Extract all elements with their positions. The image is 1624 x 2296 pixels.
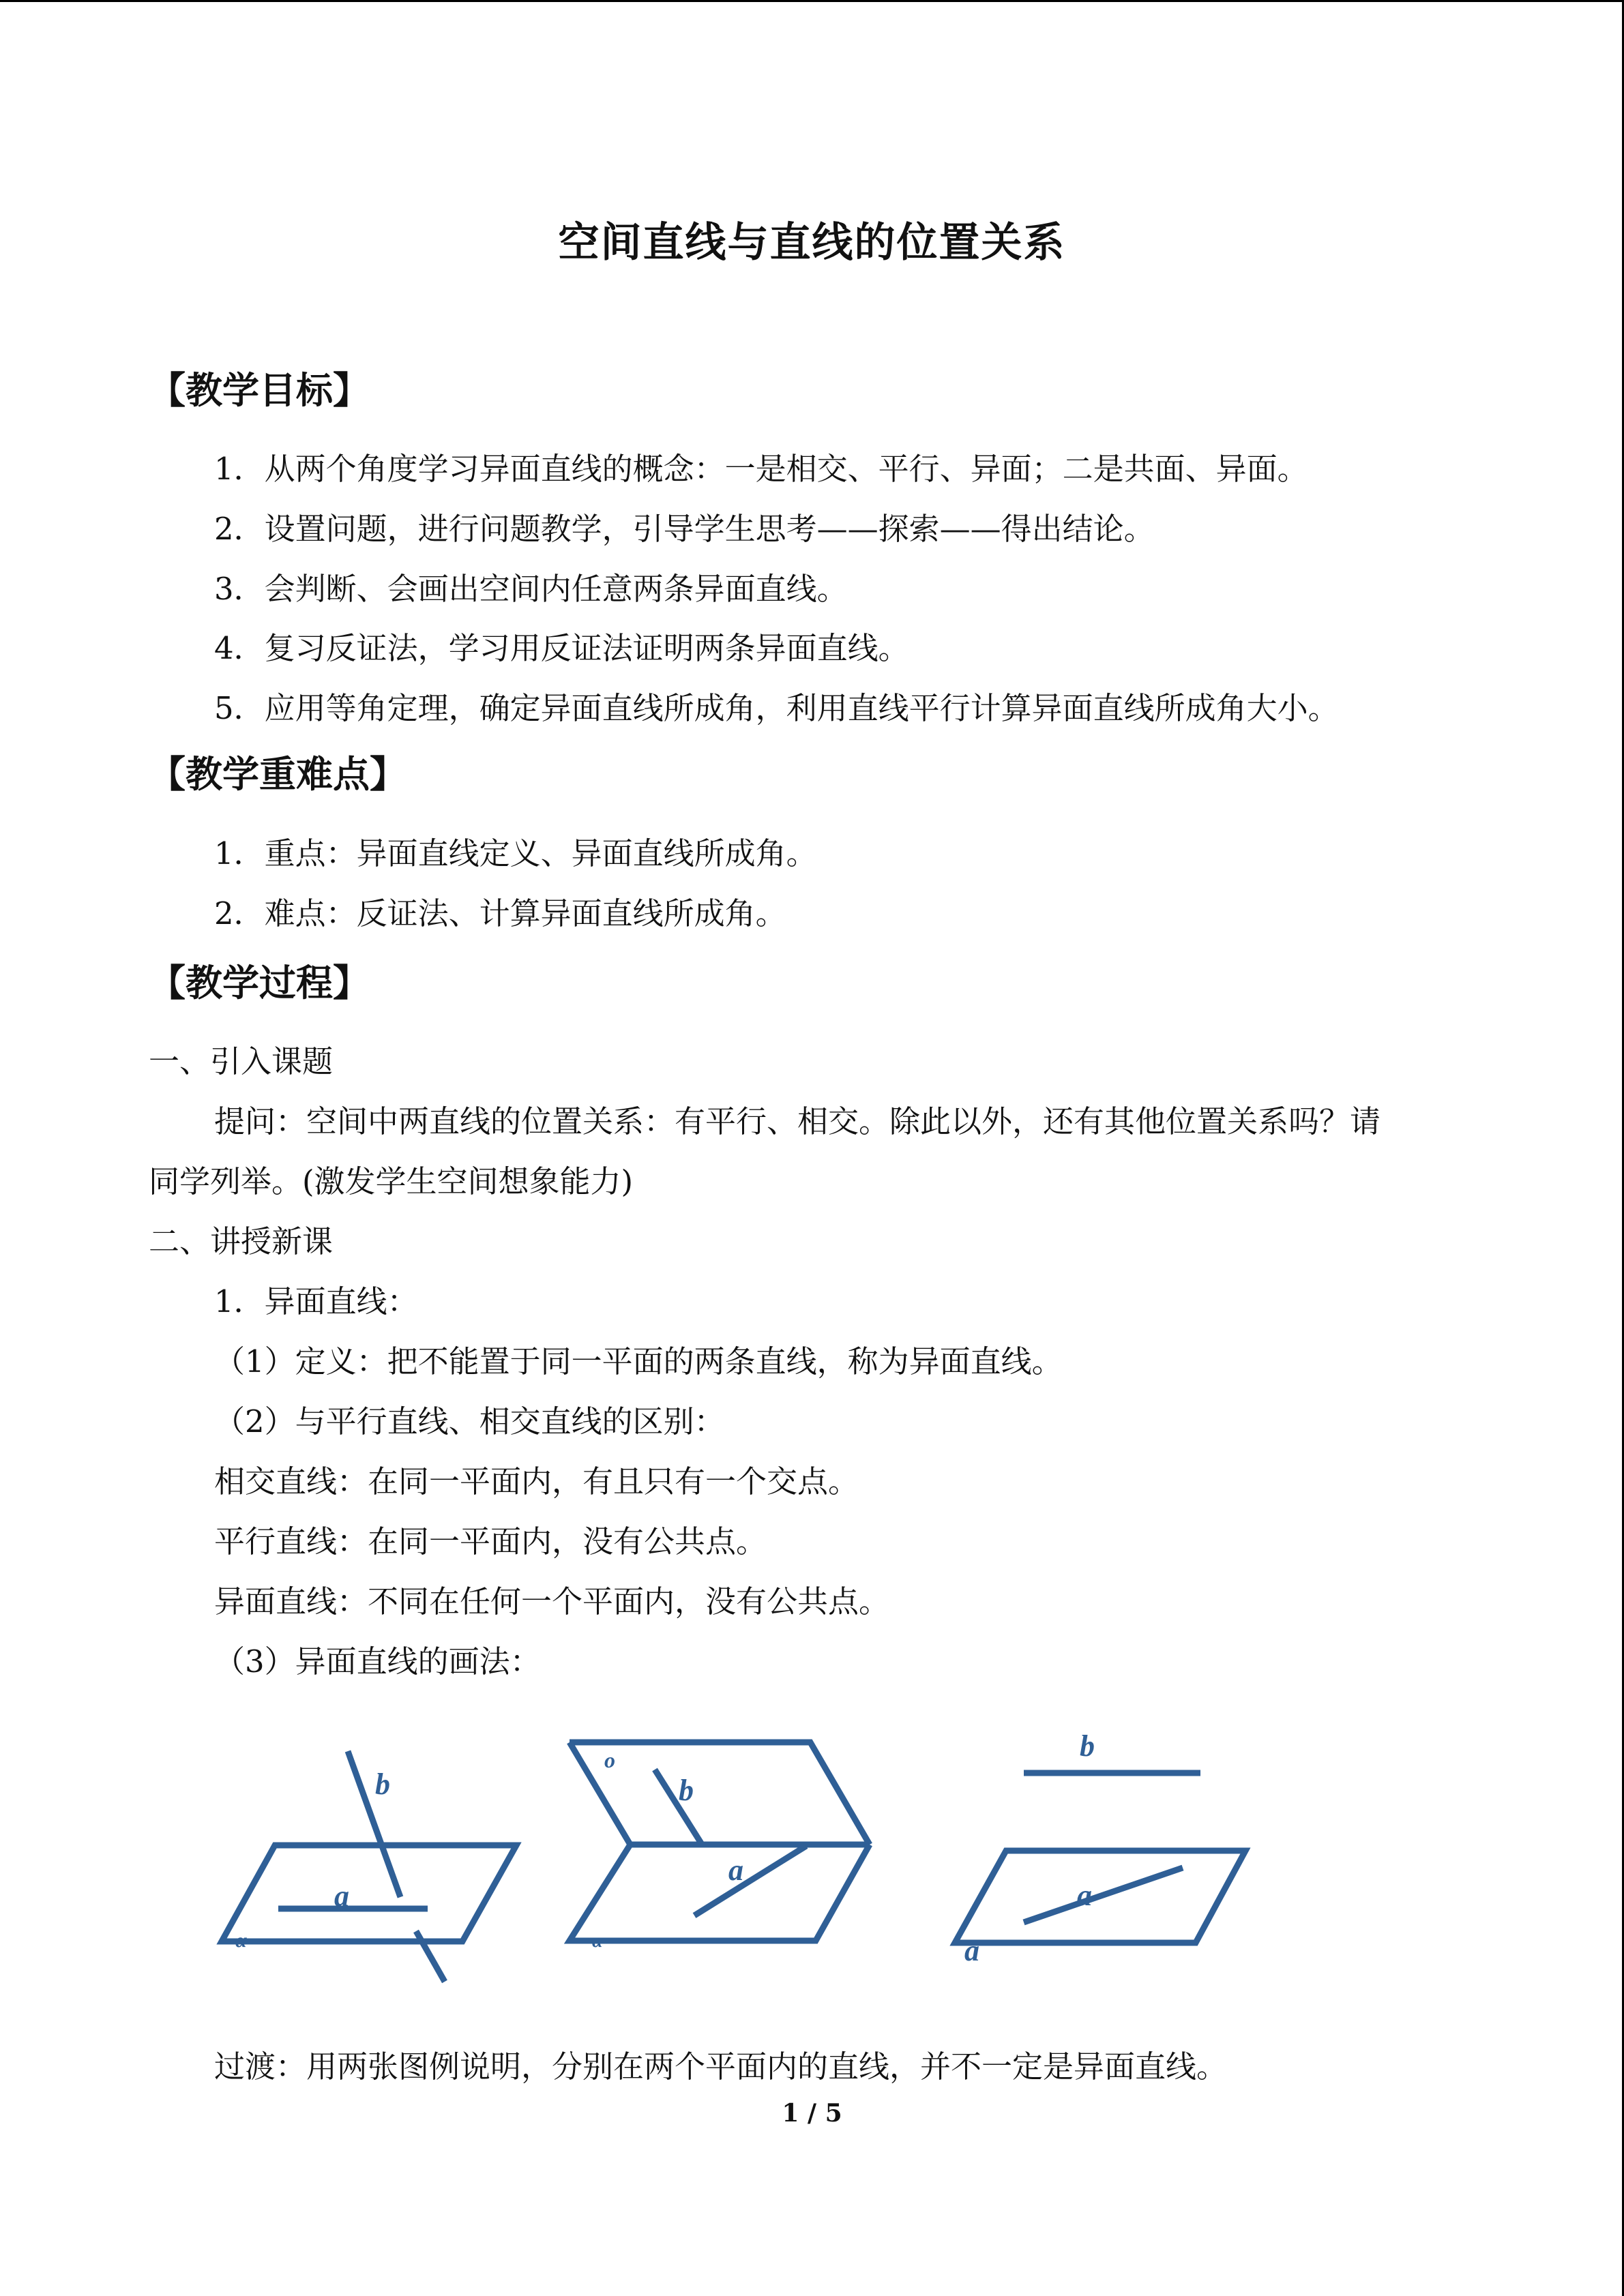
process-heading: 【教学过程】 (149, 961, 370, 1004)
figure-line-above-plane (941, 1725, 1262, 1971)
intersect-line: 相交直线：在同一平面内，有且只有一个交点。 (214, 1463, 859, 1500)
objective-item: 4．复习反证法，学习用反证法证明两条异面直线。 (214, 630, 909, 666)
keypoints-heading: 【教学重难点】 (149, 752, 407, 796)
definition-line: （1）定义：把不能置于同一平面的两条直线，称为异面直线。 (214, 1343, 1063, 1380)
line-a (694, 1846, 806, 1915)
figure-two-planes (559, 1729, 880, 1954)
objective-item: 3．会判断、会画出空间内任意两条异面直线。 (214, 571, 848, 607)
label-alpha: α (592, 1930, 603, 1952)
label-a: a (1077, 1879, 1092, 1912)
line-a (1024, 1868, 1183, 1922)
plane-outline (222, 1845, 516, 1941)
line-b-upper (348, 1751, 400, 1897)
label-a: a (334, 1879, 349, 1913)
objectives-heading: 【教学目标】 (149, 368, 370, 412)
label-b: b (1080, 1729, 1095, 1763)
document-title: 空间直线与直线的位置关系 (558, 219, 1066, 267)
drawing-method-line: （3）异面直线的画法： (214, 1643, 541, 1680)
fold-edge-upper (570, 1742, 630, 1845)
page-border-top (0, 0, 1624, 2)
skew-line: 异面直线：不同在任何一个平面内，没有公共点。 (214, 1583, 890, 1620)
transition-line: 过渡：用两张图例说明，分别在两个平面内的直线，并不一定是异面直线。 (214, 2048, 1228, 2085)
item1-title: 1．异面直线： (214, 1283, 418, 1320)
line-b (655, 1770, 701, 1843)
label-b: b (375, 1768, 390, 1801)
label-b: b (679, 1774, 694, 1807)
part1-title: 一、引入课题 (149, 1043, 334, 1079)
parallel-line: 平行直线：在同一平面内，没有公共点。 (214, 1523, 767, 1560)
label-a: a (728, 1853, 743, 1887)
objective-item: 5．应用等角定理，确定异面直线所成角，利用直线平行计算异面直线所成角大小。 (214, 690, 1339, 726)
objective-item: 2．设置问题，进行问题教学，引导学生思考——探索——得出结论。 (214, 511, 1155, 547)
question-line1: 提问：空间中两直线的位置关系：有平行、相交。除此以外，还有其他位置关系吗？请 (214, 1103, 1381, 1139)
keypoint-item: 2．难点：反证法、计算异面直线所成角。 (214, 895, 786, 931)
keypoint-item: 1．重点：异面直线定义、异面直线所成角。 (214, 835, 817, 871)
lower-plane (570, 1845, 870, 1941)
figure-piercing-plane (205, 1732, 532, 1991)
part2-title: 二、讲授新课 (149, 1223, 334, 1259)
label-alpha: α (235, 1929, 247, 1952)
difference-line: （2）与平行直线、相交直线的区别： (214, 1403, 725, 1440)
question-line2: 同学列举。(激发学生空间想象能力) (149, 1163, 634, 1199)
label-o: o (604, 1748, 615, 1772)
label-corner: a (964, 1934, 979, 1967)
objective-item: 1．从两个角度学习异面直线的概念：一是相交、平行、异面；二是共面、异面。 (214, 451, 1308, 487)
page-number: 1 / 5 (782, 2099, 842, 2128)
